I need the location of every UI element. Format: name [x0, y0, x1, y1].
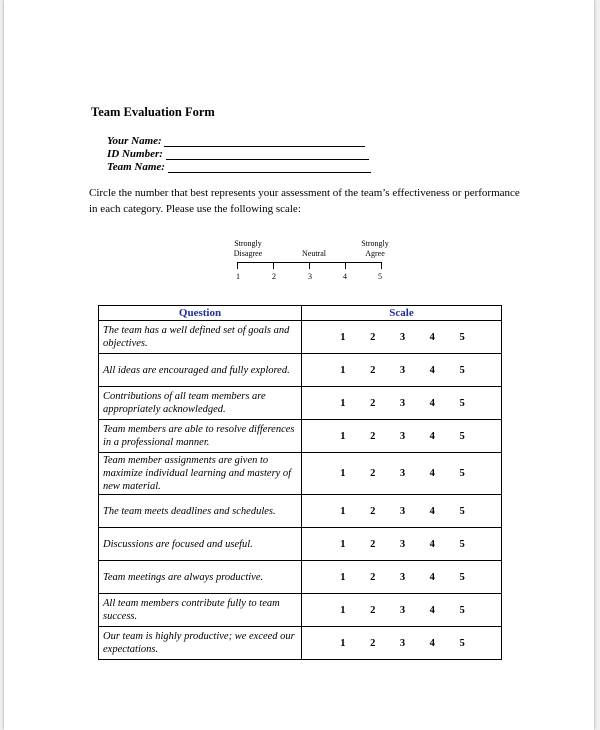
- question-text: Team members are able to resolve differences in a professional manner.: [99, 420, 302, 453]
- rating-1[interactable]: 1: [340, 637, 346, 649]
- scale-header: Scale: [302, 306, 502, 321]
- rating-3[interactable]: 3: [399, 604, 406, 616]
- team-name-field: [107, 161, 371, 173]
- rating-3[interactable]: 3: [399, 571, 406, 583]
- scale-number: 1: [236, 272, 240, 281]
- table-row: [99, 627, 502, 660]
- rating-cell: [302, 561, 502, 594]
- rating-5[interactable]: 5: [459, 468, 465, 479]
- rating-3[interactable]: 3: [399, 538, 406, 550]
- question-text: The team has a well defined set of goals and objectives.: [99, 321, 302, 354]
- scale-number: 5: [378, 272, 382, 281]
- rating-3[interactable]: 3: [399, 397, 406, 409]
- rating-4[interactable]: 4: [429, 364, 435, 376]
- scale-number: 3: [308, 272, 312, 281]
- rating-5[interactable]: 5: [459, 505, 465, 517]
- rating-2[interactable]: 2: [370, 637, 376, 649]
- rating-3[interactable]: 3: [399, 505, 406, 517]
- rating-2[interactable]: 2: [370, 430, 376, 442]
- rating-2[interactable]: 2: [370, 397, 376, 409]
- table-row: [99, 528, 502, 561]
- question-text: Our team is highly productive; we exceed our expectations.: [99, 627, 302, 660]
- rating-cell: [302, 627, 502, 660]
- id-number-label: ID Number:: [107, 148, 163, 160]
- scale-neutral: Neutral: [302, 249, 326, 258]
- rating-cell: [302, 354, 502, 387]
- rating-4[interactable]: 4: [429, 468, 435, 479]
- table-row: [99, 387, 502, 420]
- id-number-line: [166, 149, 369, 160]
- scale-number: 4: [343, 272, 347, 281]
- table-row: [99, 453, 502, 495]
- rating-1[interactable]: 1: [340, 538, 346, 550]
- rating-2[interactable]: 2: [370, 604, 376, 616]
- scale-tick: [345, 262, 346, 269]
- rating-2[interactable]: 2: [370, 364, 376, 376]
- your-name-line: [164, 136, 365, 147]
- rating-2[interactable]: 2: [370, 331, 376, 343]
- rating-cell: [302, 420, 502, 453]
- scale-left-label-1: Strongly: [234, 239, 262, 248]
- rating-1[interactable]: 1: [340, 571, 346, 583]
- scale-tick: [273, 262, 274, 269]
- rating-3[interactable]: 3: [399, 468, 406, 479]
- rating-1[interactable]: 1: [340, 505, 346, 517]
- rating-cell: [302, 495, 502, 528]
- rating-2[interactable]: 2: [370, 538, 376, 550]
- scale-right-label-1: Strongly: [361, 239, 389, 248]
- rating-3[interactable]: 3: [399, 637, 406, 649]
- rating-5[interactable]: 5: [459, 397, 465, 409]
- instructions: Circle the number that best represents your assessment of the team’s effectiveness or performance in each category. Please use the following scale:: [89, 187, 520, 215]
- question-text: All team members contribute fully to team success.: [99, 594, 302, 627]
- evaluation-table: [98, 305, 502, 660]
- form-title: Team Evaluation Form: [91, 105, 215, 119]
- rating-cell: [302, 453, 502, 495]
- rating-1[interactable]: 1: [340, 364, 346, 376]
- rating-5[interactable]: 5: [459, 364, 465, 376]
- rating-cell: [302, 321, 502, 354]
- rating-1[interactable]: 1: [340, 331, 346, 343]
- table-row: [99, 561, 502, 594]
- rating-4[interactable]: 4: [429, 604, 435, 616]
- rating-5[interactable]: 5: [459, 430, 465, 442]
- question-header: Question: [99, 306, 302, 321]
- your-name-field: [107, 135, 365, 147]
- table-row: [99, 594, 502, 627]
- rating-5[interactable]: 5: [459, 331, 465, 343]
- rating-5[interactable]: 5: [459, 637, 465, 649]
- scale-tick: [237, 262, 238, 269]
- rating-2[interactable]: 2: [370, 571, 376, 583]
- question-text: Contributions of all team members are appropriately acknowledged.: [99, 387, 302, 420]
- question-text: All ideas are encouraged and fully explored.: [99, 354, 302, 387]
- id-number-field: [107, 148, 369, 160]
- team-name-label: Team Name:: [107, 161, 165, 173]
- rating-4[interactable]: 4: [429, 637, 435, 649]
- scale-number: 2: [272, 272, 276, 281]
- question-text: Team meetings are always productive.: [99, 561, 302, 594]
- rating-1[interactable]: 1: [340, 604, 346, 616]
- scale-left-label-2: Disagree: [233, 248, 263, 258]
- rating-4[interactable]: 4: [429, 571, 435, 583]
- rating-3[interactable]: 3: [399, 331, 406, 343]
- rating-4[interactable]: 4: [429, 505, 435, 517]
- rating-5[interactable]: 5: [459, 538, 465, 550]
- question-text: Discussions are focused and useful.: [99, 528, 302, 561]
- rating-4[interactable]: 4: [429, 397, 435, 409]
- rating-4[interactable]: 4: [429, 430, 435, 442]
- rating-1[interactable]: 1: [340, 430, 346, 442]
- question-text: The team meets deadlines and schedules.: [99, 495, 302, 528]
- question-text: Team member assignments are given to maximize individual learning and mastery of new material.: [99, 453, 302, 495]
- table-row: [99, 420, 502, 453]
- scale-strongly-agree: [355, 239, 395, 258]
- rating-4[interactable]: 4: [429, 331, 435, 343]
- rating-1[interactable]: 1: [340, 468, 346, 479]
- rating-2[interactable]: 2: [370, 505, 376, 517]
- rating-cell: [302, 528, 502, 561]
- rating-1[interactable]: 1: [340, 397, 346, 409]
- rating-3[interactable]: 3: [399, 430, 406, 442]
- table-row: [99, 321, 502, 354]
- scale-right-label-2: Agree: [365, 248, 385, 258]
- rating-cell: [302, 387, 502, 420]
- scale-tick: [309, 262, 310, 269]
- rating-4[interactable]: 4: [429, 538, 435, 550]
- table-header-row: [99, 306, 502, 321]
- table-row: [99, 354, 502, 387]
- rating-2[interactable]: 2: [370, 468, 376, 479]
- document-page: [4, 0, 594, 730]
- rating-5[interactable]: 5: [459, 604, 465, 616]
- team-name-line: [168, 162, 371, 173]
- scale-strongly-disagree: [228, 239, 268, 258]
- rating-5[interactable]: 5: [459, 571, 465, 583]
- rating-3[interactable]: 3: [399, 364, 406, 376]
- your-name-label: Your Name:: [107, 135, 162, 147]
- scale-tick: [381, 262, 382, 269]
- table-row: [99, 495, 502, 528]
- rating-cell: [302, 594, 502, 627]
